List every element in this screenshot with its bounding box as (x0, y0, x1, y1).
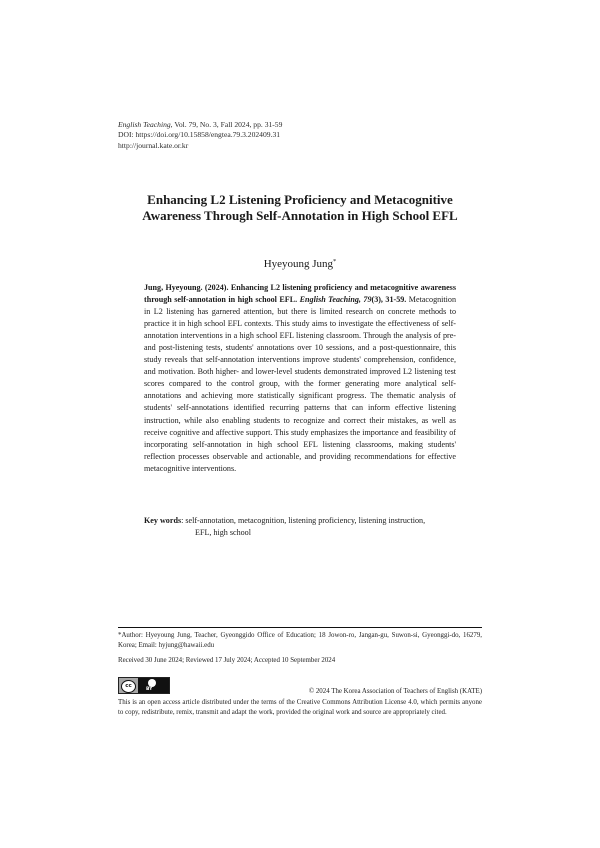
title-line-1: Enhancing L2 Listening Proficiency and Metacognitive (147, 192, 453, 207)
author-footnote-mark: * (333, 258, 337, 265)
attribution-person-icon (148, 679, 156, 687)
abstract-body: Metacognition in L2 listening has garnered attention, but there is limited research on concrete methods to practice it in high school EFL contexts. This study aims to investigate the effectiveness of self-annotation interventions in a high school EFL listening classroom. Through the analysis of pre- and post-listening tests, students' annotations over 10 sessions, and a post-questionnaire, this study reveals that self-annotation interventions improve students' comprehension, confidence, and motivation. Both higher- and lower-level students demonstrated improved L2 listening test scores compared to the control group, with the former generating more analytical self-annotations and achieving more statistically significant progress. The thematic analysis of students' self-annotations identified recurring patterns that can inform effective listening instruction, while also enabling students to recognize and correct their mistakes, as well as receive cognitive and affective support. This study emphasizes the importance and feasibility of incorporating self-annotation in high school EFL listening classrooms, making students' reflection processes observable and actionable, and providing recommendations for effective metacognitive interventions. (144, 295, 456, 473)
keywords-line-1: : self-annotation, metacognition, listening proficiency, listening instruction, (181, 516, 426, 525)
journal-volume-info: , Vol. 79, No. 3, Fall 2024, pp. 31-59 (170, 120, 283, 129)
citation-journal: English Teaching, 79 (299, 295, 372, 305)
abstract (144, 282, 456, 475)
author-name: Hyeyoung Jung (263, 258, 334, 270)
copyright-notice: © 2024 The Korea Association of Teachers of English (KATE) (308, 688, 482, 695)
cc-logo: cc (121, 680, 136, 693)
journal-url[interactable]: http://journal.kate.or.kr (118, 140, 189, 150)
by-label: BY (146, 687, 153, 692)
journal-citation-line (118, 120, 478, 130)
citation-issue: (3), 31-59. (371, 295, 407, 305)
journal-header (118, 120, 478, 151)
article-title (110, 192, 490, 224)
author-footnote: *Author: Hyeyoung Jung, Teacher, Gyeonggido Office of Education; 18 Jowon-ro, Jangan-gu, Suwon-si, Gyeonggi-do, 16279, Korea; Email: hyjung@hawaii.edu (118, 632, 482, 649)
license-statement: This is an open access article distributed under the terms of the Creative Commons Attribution License 4.0, which permits anyone to copy, redistribute, remix, transmit and adapt the work, provided the original work and source are appropriately cited. (118, 699, 482, 717)
footnote-divider (118, 627, 482, 628)
keywords-line-2: EFL, high school (195, 528, 251, 537)
keywords (144, 515, 456, 539)
keywords-label: Key words (144, 516, 182, 525)
author-byline (200, 258, 400, 270)
citation-authors-title: Jung, Hyeyoung. (2024). Enhancing L2 listening proficiency and metacognitive awareness through self-annotation in high school EFL. (144, 283, 456, 305)
doi-line[interactable]: DOI: https://doi.org/10.15858/engtea.79.3.202409.31 (118, 130, 281, 140)
journal-name: English Teaching (118, 120, 171, 129)
title-line-2: Awareness Through Self-Annotation in High School EFL (142, 208, 458, 223)
received-dates: Received 30 June 2024; Reviewed 17 July 2024; Accepted 10 September 2024 (118, 657, 336, 664)
